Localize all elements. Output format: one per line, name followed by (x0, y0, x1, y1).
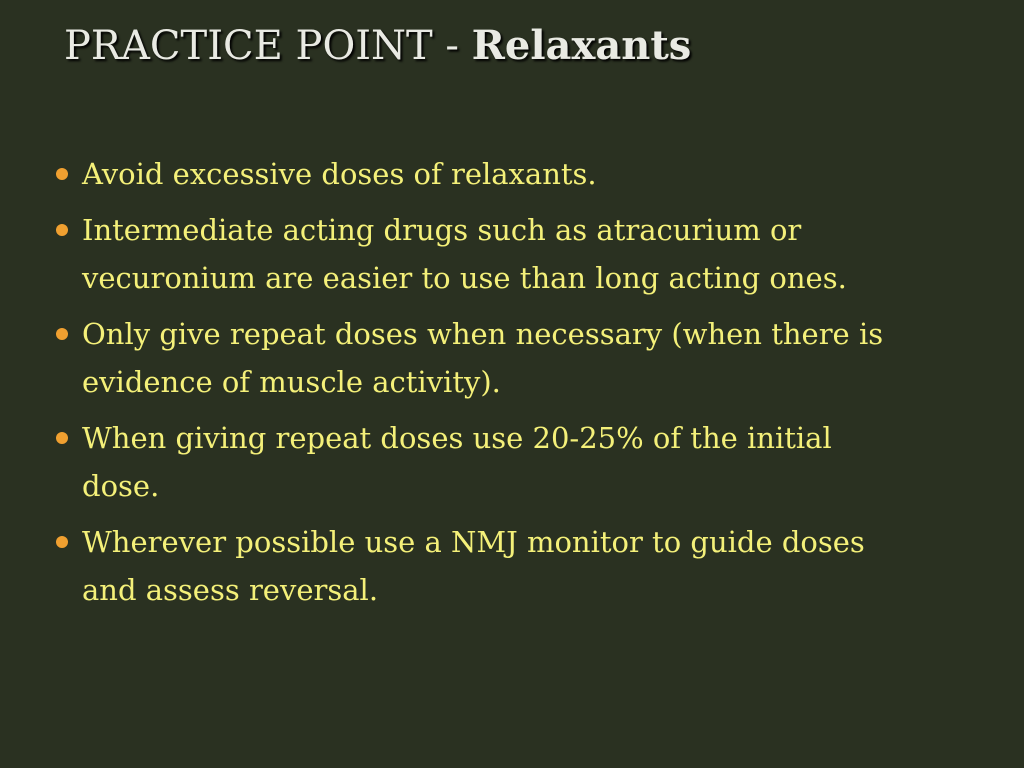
bullet-text: Intermediate acting drugs such as atracurium or vecuronium are easier to use than long acting ones. (82, 213, 847, 295)
bullet-dot-icon (56, 168, 68, 180)
bullet-text: Avoid excessive doses of relaxants. (82, 157, 597, 191)
bullet-text: Only give repeat doses when necessary (when there is evidence of muscle activity). (82, 317, 884, 399)
bullet-dot-icon (56, 224, 68, 236)
title-main: PRACTICE POINT - (64, 23, 459, 69)
bullet-item (56, 518, 916, 614)
bullet-dot-icon (56, 432, 68, 444)
bullet-item (56, 310, 916, 406)
bullet-item (56, 206, 916, 302)
bullet-item (56, 414, 916, 510)
bullet-item (56, 150, 916, 198)
title-emphasis: Relaxants (471, 22, 692, 69)
bullet-dot-icon (56, 536, 68, 548)
bullet-dot-icon (56, 328, 68, 340)
bullet-text: When giving repeat doses use 20-25% of the initial dose. (82, 421, 832, 503)
bullet-text: Wherever possible use a NMJ monitor to guide doses and assess reversal. (82, 525, 865, 607)
slide-title (64, 22, 691, 69)
bullet-list (56, 150, 916, 622)
